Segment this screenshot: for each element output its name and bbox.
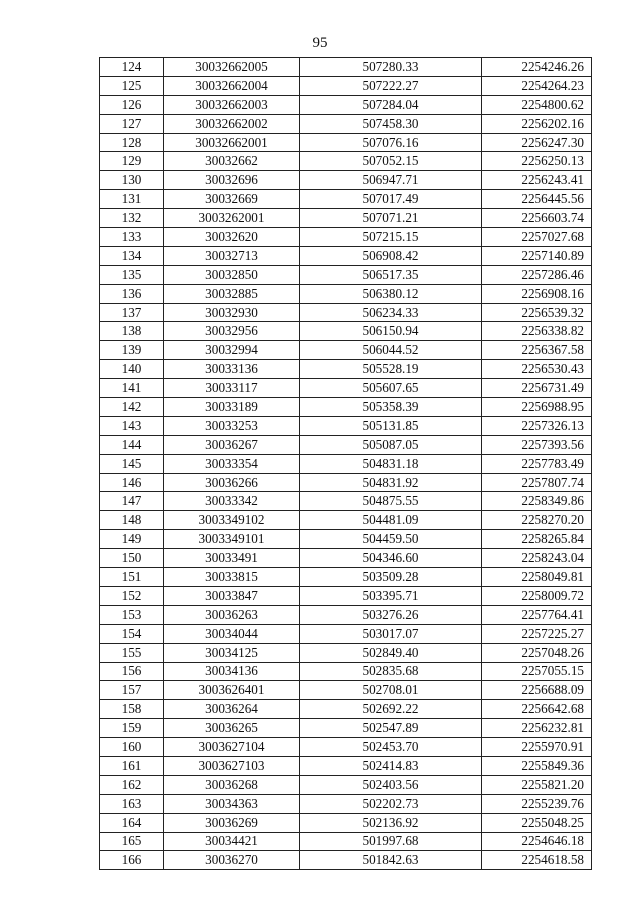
x-coordinate-cell: 502692.22	[300, 700, 482, 719]
table-row	[100, 246, 592, 265]
point-id-cell: 30033253	[164, 416, 300, 435]
y-coordinate-cell: 2256243.41	[482, 171, 592, 190]
point-id-cell: 3003627104	[164, 738, 300, 757]
table-row	[100, 530, 592, 549]
x-coordinate-cell: 502547.89	[300, 719, 482, 738]
y-coordinate-cell: 2255970.91	[482, 738, 592, 757]
point-number-cell: 131	[100, 190, 164, 209]
table-row	[100, 700, 592, 719]
point-number-cell: 159	[100, 719, 164, 738]
y-coordinate-cell: 2257393.56	[482, 435, 592, 454]
y-coordinate-cell: 2257326.13	[482, 416, 592, 435]
point-number-cell: 163	[100, 794, 164, 813]
point-number-cell: 162	[100, 775, 164, 794]
point-number-cell: 129	[100, 152, 164, 171]
point-id-cell: 30033117	[164, 379, 300, 398]
point-number-cell: 132	[100, 209, 164, 228]
x-coordinate-cell: 502202.73	[300, 794, 482, 813]
y-coordinate-cell: 2255048.25	[482, 813, 592, 832]
point-id-cell: 30033847	[164, 586, 300, 605]
point-number-cell: 147	[100, 492, 164, 511]
table-row	[100, 322, 592, 341]
point-id-cell: 30034136	[164, 662, 300, 681]
y-coordinate-cell: 2256988.95	[482, 398, 592, 417]
table-row	[100, 190, 592, 209]
x-coordinate-cell: 504346.60	[300, 549, 482, 568]
x-coordinate-cell: 501842.63	[300, 851, 482, 870]
table-row	[100, 265, 592, 284]
point-number-cell: 151	[100, 568, 164, 587]
point-number-cell: 140	[100, 360, 164, 379]
y-coordinate-cell: 2257140.89	[482, 246, 592, 265]
point-id-cell: 30033354	[164, 454, 300, 473]
point-number-cell: 134	[100, 246, 164, 265]
table-row	[100, 568, 592, 587]
point-number-cell: 138	[100, 322, 164, 341]
point-id-cell: 3003626401	[164, 681, 300, 700]
table-row	[100, 775, 592, 794]
x-coordinate-cell: 507280.33	[300, 58, 482, 77]
table-row	[100, 398, 592, 417]
table-row	[100, 76, 592, 95]
point-id-cell: 30034125	[164, 643, 300, 662]
point-number-cell: 152	[100, 586, 164, 605]
point-number-cell: 124	[100, 58, 164, 77]
point-number-cell: 127	[100, 114, 164, 133]
point-number-cell: 126	[100, 95, 164, 114]
point-number-cell: 160	[100, 738, 164, 757]
y-coordinate-cell: 2256232.81	[482, 719, 592, 738]
point-id-cell: 30032669	[164, 190, 300, 209]
point-number-cell: 130	[100, 171, 164, 190]
point-number-cell: 155	[100, 643, 164, 662]
table-row	[100, 435, 592, 454]
y-coordinate-cell: 2258265.84	[482, 530, 592, 549]
table-row	[100, 58, 592, 77]
x-coordinate-cell: 504831.92	[300, 473, 482, 492]
point-number-cell: 161	[100, 756, 164, 775]
x-coordinate-cell: 507076.16	[300, 133, 482, 152]
table-row	[100, 341, 592, 360]
x-coordinate-cell: 502453.70	[300, 738, 482, 757]
table-row	[100, 586, 592, 605]
x-coordinate-cell: 506234.33	[300, 303, 482, 322]
y-coordinate-cell: 2254264.23	[482, 76, 592, 95]
y-coordinate-cell: 2256603.74	[482, 209, 592, 228]
y-coordinate-cell: 2257048.26	[482, 643, 592, 662]
coordinates-table	[99, 57, 592, 870]
table-row	[100, 114, 592, 133]
point-id-cell: 30033342	[164, 492, 300, 511]
point-number-cell: 153	[100, 605, 164, 624]
table-row	[100, 851, 592, 870]
point-number-cell: 141	[100, 379, 164, 398]
x-coordinate-cell: 502136.92	[300, 813, 482, 832]
point-id-cell: 30032930	[164, 303, 300, 322]
y-coordinate-cell: 2256338.82	[482, 322, 592, 341]
table-row	[100, 209, 592, 228]
x-coordinate-cell: 507284.04	[300, 95, 482, 114]
point-id-cell: 30032662003	[164, 95, 300, 114]
point-number-cell: 145	[100, 454, 164, 473]
y-coordinate-cell: 2257027.68	[482, 228, 592, 247]
point-id-cell: 30033491	[164, 549, 300, 568]
point-number-cell: 137	[100, 303, 164, 322]
point-id-cell: 3003627103	[164, 756, 300, 775]
y-coordinate-cell: 2256530.43	[482, 360, 592, 379]
point-id-cell: 30034421	[164, 832, 300, 851]
x-coordinate-cell: 505358.39	[300, 398, 482, 417]
y-coordinate-cell: 2256539.32	[482, 303, 592, 322]
table-row	[100, 738, 592, 757]
table-row	[100, 643, 592, 662]
point-id-cell: 3003349101	[164, 530, 300, 549]
y-coordinate-cell: 2258009.72	[482, 586, 592, 605]
table-row	[100, 133, 592, 152]
point-number-cell: 139	[100, 341, 164, 360]
table-row	[100, 511, 592, 530]
y-coordinate-cell: 2256367.58	[482, 341, 592, 360]
point-number-cell: 158	[100, 700, 164, 719]
point-id-cell: 30032662004	[164, 76, 300, 95]
point-id-cell: 30033815	[164, 568, 300, 587]
point-id-cell: 30032956	[164, 322, 300, 341]
point-id-cell: 30032620	[164, 228, 300, 247]
point-id-cell: 30032885	[164, 284, 300, 303]
x-coordinate-cell: 502414.83	[300, 756, 482, 775]
point-id-cell: 30033189	[164, 398, 300, 417]
point-id-cell: 30032994	[164, 341, 300, 360]
point-number-cell: 157	[100, 681, 164, 700]
table-row	[100, 228, 592, 247]
y-coordinate-cell: 2256908.16	[482, 284, 592, 303]
point-id-cell: 30033136	[164, 360, 300, 379]
table-row	[100, 719, 592, 738]
x-coordinate-cell: 507215.15	[300, 228, 482, 247]
point-id-cell: 30032713	[164, 246, 300, 265]
x-coordinate-cell: 503395.71	[300, 586, 482, 605]
x-coordinate-cell: 507222.27	[300, 76, 482, 95]
x-coordinate-cell: 503017.07	[300, 624, 482, 643]
point-id-cell: 30032662002	[164, 114, 300, 133]
y-coordinate-cell: 2256247.30	[482, 133, 592, 152]
point-number-cell: 133	[100, 228, 164, 247]
table-row	[100, 832, 592, 851]
table-row	[100, 379, 592, 398]
x-coordinate-cell: 506380.12	[300, 284, 482, 303]
point-id-cell: 3003262001	[164, 209, 300, 228]
x-coordinate-cell: 507071.21	[300, 209, 482, 228]
y-coordinate-cell: 2258049.81	[482, 568, 592, 587]
y-coordinate-cell: 2257225.27	[482, 624, 592, 643]
point-number-cell: 149	[100, 530, 164, 549]
x-coordinate-cell: 502835.68	[300, 662, 482, 681]
point-id-cell: 30032850	[164, 265, 300, 284]
x-coordinate-cell: 504831.18	[300, 454, 482, 473]
y-coordinate-cell: 2256688.09	[482, 681, 592, 700]
point-number-cell: 164	[100, 813, 164, 832]
point-id-cell: 30032662001	[164, 133, 300, 152]
x-coordinate-cell: 501997.68	[300, 832, 482, 851]
y-coordinate-cell: 2256250.13	[482, 152, 592, 171]
table-row	[100, 473, 592, 492]
table-row	[100, 813, 592, 832]
y-coordinate-cell: 2255849.36	[482, 756, 592, 775]
x-coordinate-cell: 504459.50	[300, 530, 482, 549]
x-coordinate-cell: 505087.05	[300, 435, 482, 454]
point-id-cell: 30034363	[164, 794, 300, 813]
y-coordinate-cell: 2256731.49	[482, 379, 592, 398]
x-coordinate-cell: 502849.40	[300, 643, 482, 662]
table-row	[100, 171, 592, 190]
x-coordinate-cell: 504875.55	[300, 492, 482, 511]
point-number-cell: 135	[100, 265, 164, 284]
table-row	[100, 454, 592, 473]
point-number-cell: 125	[100, 76, 164, 95]
point-id-cell: 30032696	[164, 171, 300, 190]
point-id-cell: 30034044	[164, 624, 300, 643]
coordinates-table-body	[100, 58, 592, 870]
table-row	[100, 492, 592, 511]
point-number-cell: 150	[100, 549, 164, 568]
point-number-cell: 143	[100, 416, 164, 435]
table-row	[100, 624, 592, 643]
point-number-cell: 142	[100, 398, 164, 417]
y-coordinate-cell: 2257783.49	[482, 454, 592, 473]
x-coordinate-cell: 502403.56	[300, 775, 482, 794]
x-coordinate-cell: 506044.52	[300, 341, 482, 360]
x-coordinate-cell: 506908.42	[300, 246, 482, 265]
table-row	[100, 416, 592, 435]
x-coordinate-cell: 507458.30	[300, 114, 482, 133]
point-number-cell: 144	[100, 435, 164, 454]
x-coordinate-cell: 505607.65	[300, 379, 482, 398]
point-number-cell: 136	[100, 284, 164, 303]
point-id-cell: 30036268	[164, 775, 300, 794]
x-coordinate-cell: 504481.09	[300, 511, 482, 530]
y-coordinate-cell: 2258349.86	[482, 492, 592, 511]
table-row	[100, 303, 592, 322]
y-coordinate-cell: 2254646.18	[482, 832, 592, 851]
point-number-cell: 154	[100, 624, 164, 643]
y-coordinate-cell: 2258270.20	[482, 511, 592, 530]
point-id-cell: 30036264	[164, 700, 300, 719]
table-row	[100, 360, 592, 379]
y-coordinate-cell: 2257286.46	[482, 265, 592, 284]
point-id-cell: 30036266	[164, 473, 300, 492]
y-coordinate-cell: 2257764.41	[482, 605, 592, 624]
y-coordinate-cell: 2255239.76	[482, 794, 592, 813]
x-coordinate-cell: 506150.94	[300, 322, 482, 341]
point-id-cell: 30036270	[164, 851, 300, 870]
x-coordinate-cell: 505528.19	[300, 360, 482, 379]
y-coordinate-cell: 2254246.26	[482, 58, 592, 77]
table-row	[100, 681, 592, 700]
page-number: 95	[312, 35, 328, 51]
point-id-cell: 3003349102	[164, 511, 300, 530]
table-row	[100, 756, 592, 775]
y-coordinate-cell: 2258243.04	[482, 549, 592, 568]
table-row	[100, 549, 592, 568]
x-coordinate-cell: 503509.28	[300, 568, 482, 587]
y-coordinate-cell: 2255821.20	[482, 775, 592, 794]
y-coordinate-cell: 2257807.74	[482, 473, 592, 492]
y-coordinate-cell: 2254800.62	[482, 95, 592, 114]
x-coordinate-cell: 503276.26	[300, 605, 482, 624]
x-coordinate-cell: 502708.01	[300, 681, 482, 700]
table-row	[100, 605, 592, 624]
table-row	[100, 662, 592, 681]
point-number-cell: 146	[100, 473, 164, 492]
point-id-cell: 30036265	[164, 719, 300, 738]
table-row	[100, 794, 592, 813]
y-coordinate-cell: 2254618.58	[482, 851, 592, 870]
x-coordinate-cell: 507017.49	[300, 190, 482, 209]
x-coordinate-cell: 506517.35	[300, 265, 482, 284]
point-number-cell: 156	[100, 662, 164, 681]
point-id-cell: 30032662	[164, 152, 300, 171]
table-row	[100, 95, 592, 114]
point-number-cell: 165	[100, 832, 164, 851]
y-coordinate-cell: 2256445.56	[482, 190, 592, 209]
x-coordinate-cell: 506947.71	[300, 171, 482, 190]
y-coordinate-cell: 2256642.68	[482, 700, 592, 719]
y-coordinate-cell: 2257055.15	[482, 662, 592, 681]
point-number-cell: 166	[100, 851, 164, 870]
point-id-cell: 30036269	[164, 813, 300, 832]
point-number-cell: 128	[100, 133, 164, 152]
x-coordinate-cell: 507052.15	[300, 152, 482, 171]
table-row	[100, 284, 592, 303]
table-row	[100, 152, 592, 171]
x-coordinate-cell: 505131.85	[300, 416, 482, 435]
point-id-cell: 30032662005	[164, 58, 300, 77]
point-id-cell: 30036263	[164, 605, 300, 624]
y-coordinate-cell: 2256202.16	[482, 114, 592, 133]
point-number-cell: 148	[100, 511, 164, 530]
point-id-cell: 30036267	[164, 435, 300, 454]
